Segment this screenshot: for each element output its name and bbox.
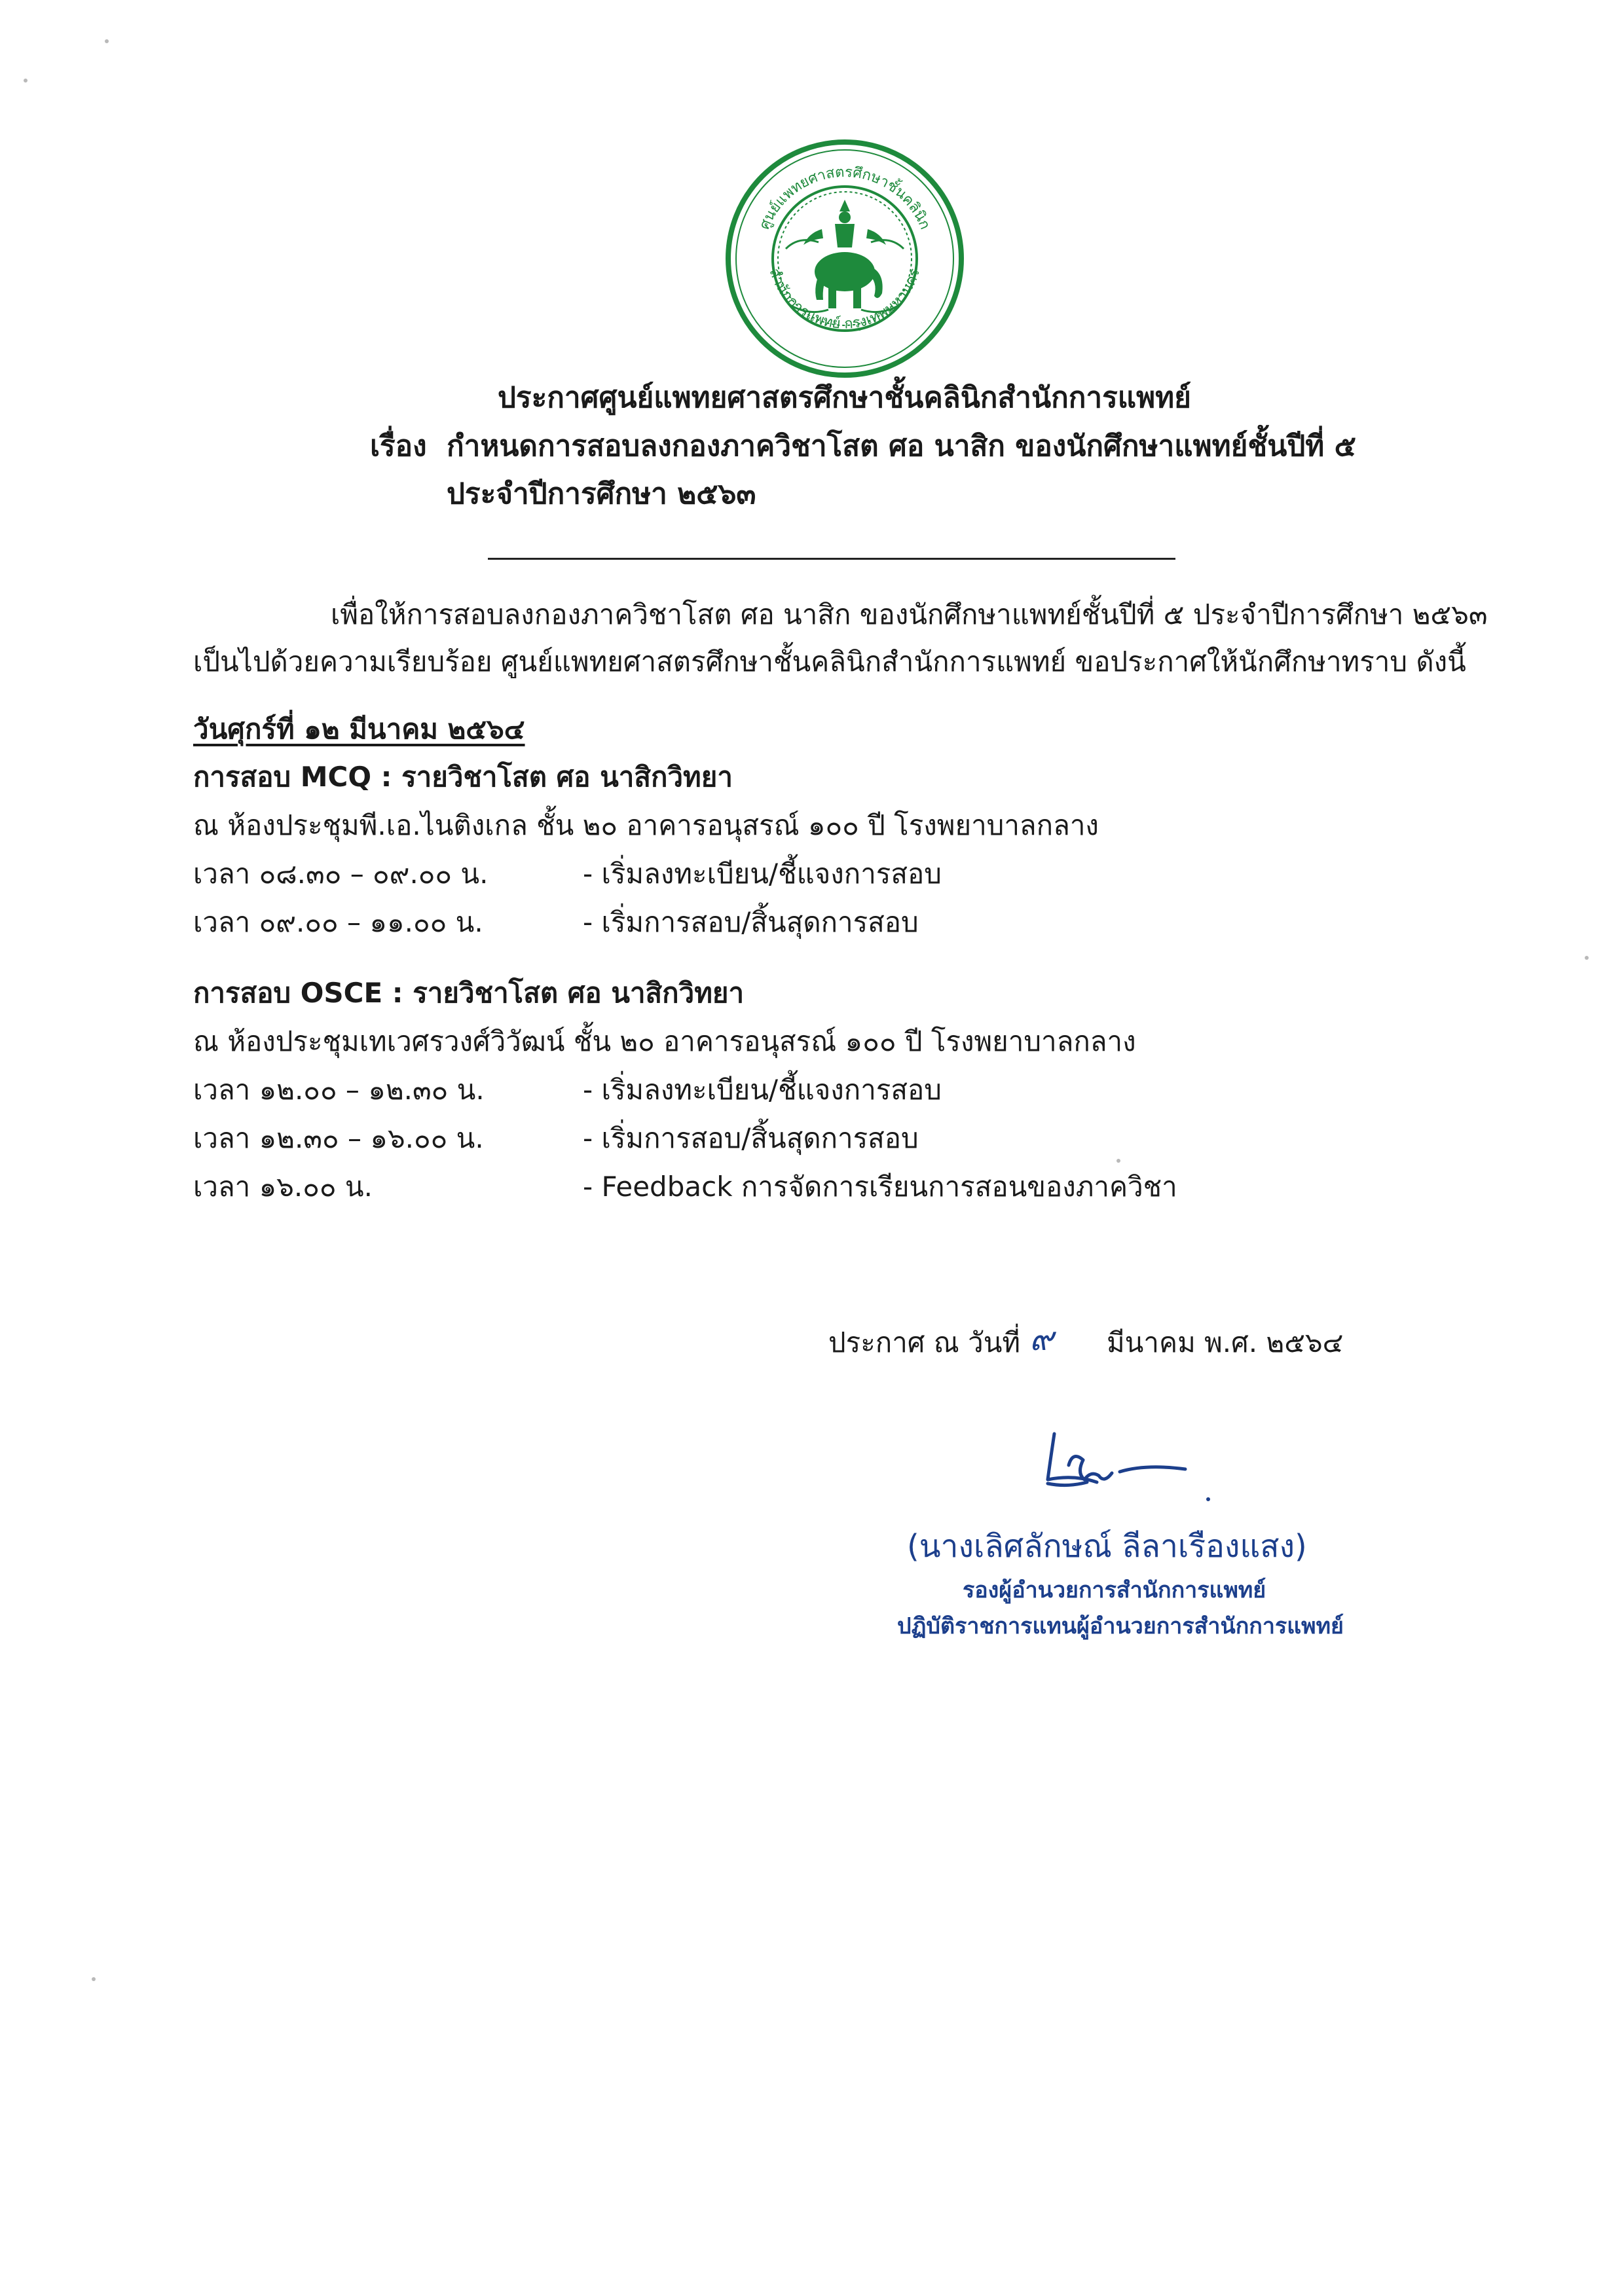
seal-emblem (724, 137, 966, 380)
mcq-activity-2: - เริ่มการสอบ/สิ้นสุดการสอบ (583, 906, 919, 938)
osce-time-2: เวลา ๑๒.๓๐ – ๑๖.๐๐ น. (193, 1122, 484, 1154)
osce-activity-1: - เริ่มลงทะเบียน/ชี้แจงการสอบ (583, 1074, 942, 1106)
seal-bottom-text: สำนักการแพทย์ กรุงเทพมหานคร (766, 266, 924, 333)
subject-label: เรื่อง (370, 429, 427, 463)
mcq-heading: การสอบ MCQ : รายวิชาโสต ศอ นาสิกวิทยา (193, 761, 733, 793)
signatory-position-1: รองผู้อำนวยการสำนักการแพทย์ (963, 1577, 1266, 1603)
scan-speck (105, 39, 109, 43)
mcq-activity-1: - เริ่มลงทะเบียน/ชี้แจงการสอบ (583, 858, 942, 890)
signatory-name: (นางเลิศลักษณ์ ลีลาเรืองแสง) (907, 1528, 1307, 1565)
scan-speck (1585, 956, 1589, 960)
signature-image (1022, 1421, 1218, 1519)
osce-time-3: เวลา ๑๖.๐๐ น. (193, 1171, 373, 1203)
announce-day-handwritten: ๙ (1029, 1320, 1054, 1358)
mcq-time-1: เวลา ๐๘.๓๐ – ๐๙.๐๐ น. (193, 858, 489, 890)
scan-speck (1116, 1159, 1120, 1163)
header-divider (488, 558, 1175, 560)
scan-speck (24, 79, 28, 82)
osce-heading: การสอบ OSCE : รายวิชาโสต ศอ นาสิกวิทยา (193, 977, 745, 1009)
subject-line-1: กำหนดการสอบลงกองภาควิชาโสต ศอ นาสิก ของนักศึกษาแพทย์ชั้นปีที่ ๕ (447, 429, 1356, 463)
mcq-time-2: เวลา ๐๙.๐๐ – ๑๑.๐๐ น. (193, 906, 483, 938)
exam-date-heading: วันศุกร์ที่ ๑๒ มีนาคม ๒๕๖๔ (193, 713, 525, 745)
signatory-position-2: ปฏิบัติราชการแทนผู้อำนวยการสำนักการแพทย์ (897, 1613, 1344, 1639)
announcement-title: ประกาศศูนย์แพทยศาสตรศึกษาชั้นคลินิกสำนักการแพทย์ (498, 381, 1191, 414)
scan-speck (92, 1977, 96, 1981)
announce-prefix: ประกาศ ณ วันที่ (828, 1326, 1021, 1358)
seal-figure (803, 200, 886, 308)
intro-line-1: เพื่อให้การสอบลงกองภาควิชาโสต ศอ นาสิก ของนักศึกษาแพทย์ชั้นปีที่ ๕ ประจำปีการศึกษา ๒๕๖๓ (331, 598, 1488, 630)
mcq-venue: ณ ห้องประชุมพี.เอ.ไนติงเกล ชั้น ๒๐ อาคารอนุสรณ์ ๑๐๐ ปี โรงพยาบาลกลาง (193, 809, 1099, 841)
osce-activity-3: - Feedback การจัดการเรียนการสอนของภาควิชา (583, 1171, 1177, 1203)
announce-suffix: มีนาคม พ.ศ. ๒๕๖๔ (1107, 1326, 1344, 1358)
osce-activity-2: - เริ่มการสอบ/สิ้นสุดการสอบ (583, 1122, 919, 1154)
subject-line-2: ประจำปีการศึกษา ๒๕๖๓ (447, 477, 756, 511)
seal-top-text: ศูนย์แพทยศาสตรศึกษาชั้นคลินิก (756, 164, 933, 232)
intro-line-2: เป็นไปด้วยความเรียบร้อย ศูนย์แพทยศาสตรศึกษาชั้นคลินิกสำนักการแพทย์ ขอประกาศให้นักศึกษาทราบ ดังนี้ (193, 646, 1466, 678)
osce-time-1: เวลา ๑๒.๐๐ – ๑๒.๓๐ น. (193, 1074, 485, 1106)
osce-venue: ณ ห้องประชุมเทเวศรวงศ์วิวัฒน์ ชั้น ๒๐ อาคารอนุสรณ์ ๑๐๐ ปี โรงพยาบาลกลาง (193, 1025, 1136, 1057)
